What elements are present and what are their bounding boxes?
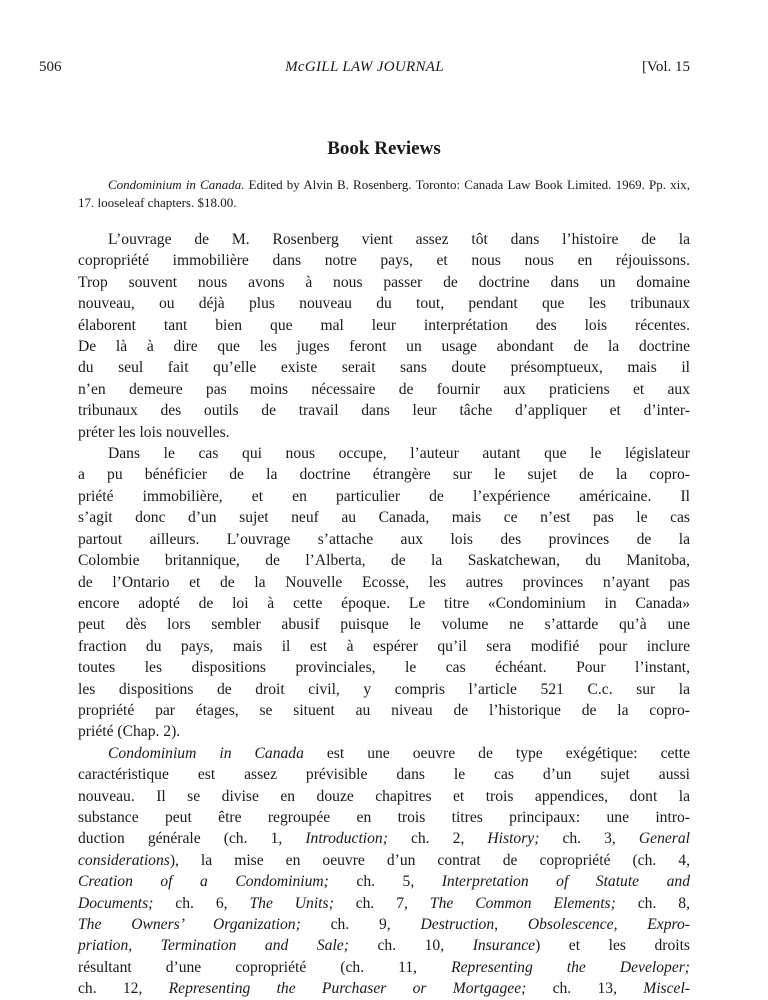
italic-text: The Units; (249, 894, 334, 912)
text-line (78, 850, 690, 871)
italic-text: General (638, 830, 690, 848)
text-line: du seul fait qu’elle existe serait sans doute présomptueux, mais il (78, 359, 690, 377)
text-line: encore adopté de loi à cette époque. Le titre «Condominium in Canada» (78, 594, 690, 612)
text-line (78, 871, 690, 892)
text-line: s’agit donc d’un sujet neuf au Canada, mais ce n’est pas le cas (78, 509, 690, 527)
text-line: élaborent tant bien que mal leur interprétation des lois récentes. (78, 316, 690, 334)
text-line (78, 828, 690, 849)
text-run: ch. 2, (387, 830, 488, 848)
text-line (78, 807, 690, 828)
italic-text: Condominium in Canada (108, 744, 304, 762)
review-paragraph-1 (78, 229, 690, 443)
section-title: Book Reviews (327, 138, 441, 159)
italic-text: Destruction, Obsolescence, Expro- (420, 916, 690, 933)
book-citation (78, 176, 690, 212)
text-line: priété (Chap. 2). (78, 723, 181, 741)
text-run: substance peut être regroupée en trois titres principaux: une intro- (78, 808, 690, 826)
text-line (78, 893, 690, 914)
book-details: Edited by Alvin B. Rosenberg. Toronto: Canada Law Book Limited. 1969. Pp. xix, 17. looseleaf chapters. $18.00. (78, 177, 690, 210)
text-line: fraction du pays, mais il est à espérer qu’il sera modifié pour inclure (78, 637, 690, 655)
italic-text: History; (487, 830, 540, 848)
italic-text: Documents; (78, 894, 154, 912)
text-run: ch. 3, (539, 830, 639, 848)
text-run: ch. 7, (333, 894, 430, 912)
text-run: ), la mise en oeuvre d’un contrat de copropriété (ch. 4, (169, 851, 690, 869)
review-body (78, 229, 690, 1000)
text-line (78, 935, 690, 956)
text-line: partout ailleurs. L’ouvrage s’attache aux lois des provinces de la (78, 530, 690, 548)
running-head (39, 57, 690, 77)
page-number: 506 (39, 59, 62, 75)
text-line: priété immobilière, et en particulier de l’expérience américaine. Il (78, 487, 690, 505)
text-run: ch. 6, (153, 894, 250, 912)
text-line (78, 914, 690, 935)
text-line: préter les lois nouvelles. (78, 423, 230, 441)
text-run: caractéristique est assez prévisible dans le cas d’un sujet aussi (78, 766, 690, 784)
text-line (78, 764, 690, 785)
text-line: Trop souvent nous avons à nous passer de doctrine dans un domaine (78, 273, 690, 291)
italic-text: Representing the Developer; (451, 958, 690, 976)
italic-text: considerations (78, 851, 170, 869)
text-line: n’en demeure pas moins nécessaire de fournir aux praticiens et aux (78, 380, 690, 398)
italic-text: Representing the Purchaser or Mortgagee; (168, 980, 527, 998)
text-line (78, 786, 690, 807)
text-line: L’ouvrage de M. Rosenberg vient assez tôt dans l’histoire de la (108, 231, 690, 248)
italic-text: The Common Elements; (429, 894, 616, 912)
text-line (78, 957, 690, 978)
review-paragraph-3 (78, 743, 690, 1000)
text-line: nouveau, ou déjà plus nouveau du tout, pendant que les tribunaux (78, 295, 690, 313)
italic-text: Miscel- (643, 980, 690, 998)
text-run: ch. 13, (526, 980, 644, 998)
text-line: Colombie britannique, de l’Alberta, de la Saskatchewan, du Manitoba, (78, 552, 690, 570)
text-run: ) et les droits (535, 937, 690, 955)
text-run: est une oeuvre de type exégétique: cette (303, 744, 690, 762)
text-run: ch. 10, (348, 937, 473, 955)
italic-text: Introduction; (305, 830, 388, 848)
text-run: ch. 8, (615, 894, 690, 912)
text-line: les dispositions de droit civil, y compris l’article 521 C.c. sur la (78, 680, 690, 698)
text-run: ch. 12, (78, 980, 169, 998)
italic-text: Interpretation of Statute and (441, 873, 690, 891)
volume-number: [Vol. 15 (641, 59, 690, 75)
italic-text: Insurance (472, 937, 536, 955)
journal-name: McGILL LAW JOURNAL (285, 59, 444, 75)
text-line: Dans le cas qui nous occupe, l’auteur autant que le législateur (108, 445, 690, 463)
book-title: Condominium in Canada. (108, 177, 245, 192)
text-run: résultant d’une copropriété (ch. 11, (78, 958, 452, 976)
text-line (78, 978, 690, 999)
text-run: ch. 9, (300, 916, 421, 933)
text-line (78, 743, 690, 764)
text-run: nouveau. Il se divise en douze chapitres et trois appendices, dont la (78, 787, 690, 805)
italic-text: Creation of a Condominium; (78, 873, 329, 891)
text-line: copropriété immobilière dans notre pays, et nous nous en réjouissons. (78, 252, 690, 270)
text-line: a pu bénéficier de la doctrine étrangère sur le sujet de la copro- (78, 466, 690, 484)
review-paragraph-2 (78, 443, 690, 743)
text-line: propriété par étages, se situent au niveau de l’historique de la copro- (78, 701, 690, 719)
text-run: duction générale (ch. 1, (78, 830, 306, 848)
text-run: ch. 5, (328, 873, 442, 891)
italic-text: The Owners’ Organization; (78, 916, 301, 933)
text-line: De là à dire que les juges feront un usage abondant de la doctrine (78, 338, 690, 356)
italic-text: priation, Termination and Sale; (78, 937, 349, 955)
text-line: toutes les dispositions provinciales, le cas échéant. Pour l’instant, (78, 659, 690, 677)
text-line: tribunaux des outils de travail dans leur tâche d’appliquer et d’inter- (78, 402, 690, 420)
text-line: de l’Ontario et de la Nouvelle Ecosse, les autres provinces n’ayant pas (78, 573, 690, 591)
text-line: peut dès lors sembler abusif puisque le volume ne s’attarde qu’à une (78, 616, 690, 634)
